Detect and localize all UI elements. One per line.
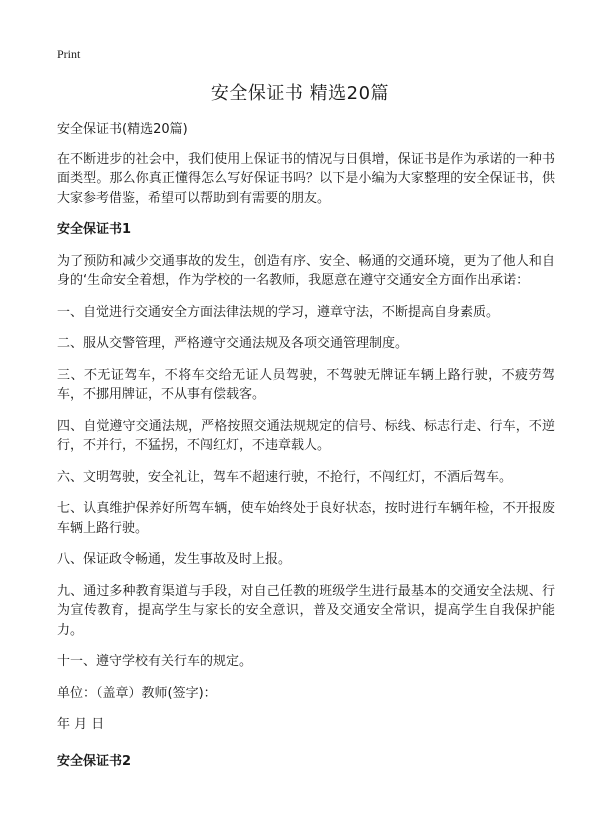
page-title: 安全保证书 精选20篇 bbox=[210, 83, 390, 104]
document-body bbox=[57, 120, 555, 747]
date-line: 年 月 日 bbox=[57, 717, 105, 732]
intro-paragraph: 在不断进步的社会中，我们使用上保证书的情况与日俱增，保证书是作为承诺的一种书面类型。那么你真正懂得怎么写好保证书吗？以下是小编为大家整理的安全保证书，供大家参考借鉴，希望可以帮助到有需要的朋友。 bbox=[57, 151, 555, 206]
signature-line: 单位：（盖章）教师(签字)： bbox=[57, 685, 217, 701]
section-heading-2: 安全保证书2 bbox=[57, 754, 132, 769]
paragraph: 一、自觉进行交通安全方面法律法规的学习，遵章守法，不断提高自身素质。 bbox=[57, 304, 500, 320]
paragraph: 六、文明驾驶，安全礼让，驾车不超速行驶，不抢行，不闯红灯，不酒后驾车。 bbox=[57, 469, 513, 485]
print-link[interactable]: Print bbox=[57, 47, 81, 61]
paragraph: 四、自觉遵守交通法规，严格按照交通法规规定的信号、标线、标志行走、行车，不逆行，不并行，不猛拐，不闯红灯，不违章载人。 bbox=[57, 418, 555, 453]
paragraph: 二、服从交警管理，严格遵守交通法规及各项交通管理制度。 bbox=[57, 336, 409, 351]
paragraph: 八、保证政令畅通，发生事故及时上报。 bbox=[57, 552, 292, 567]
document-subtitle: 安全保证书(精选20篇) bbox=[57, 122, 188, 137]
paragraph: 七、认真维护保养好所驾车辆，使车始终处于良好状态，按时进行车辆年检，不开报废车辆上路行驶。 bbox=[57, 501, 555, 536]
paragraph: 三、不无证驾车，不将车交给无证人员驾驶，不驾驶无牌证车辆上路行驶，不疲劳驾车，不挪用牌证，不从事有偿载客。 bbox=[57, 367, 555, 402]
paragraph: 九、通过多种教育渠道与手段，对自己任教的班级学生进行最基本的交通安全法规、行为宣传教育，提高学生与家长的安全意识，普及交通安全常识，提高学生自我保护能力。 bbox=[57, 583, 555, 638]
paragraph: 十一、遵守学校有关行车的规定。 bbox=[57, 654, 253, 669]
paragraph: 为了预防和减少交通事故的发生，创造有序、安全、畅通的交通环境，更为了他人和自身的‘生命安全着想，作为学校的一名教师，我愿意在遵守交通安全方面作出承诺： bbox=[57, 253, 555, 288]
section-heading-1: 安全保证书1 bbox=[57, 222, 132, 237]
